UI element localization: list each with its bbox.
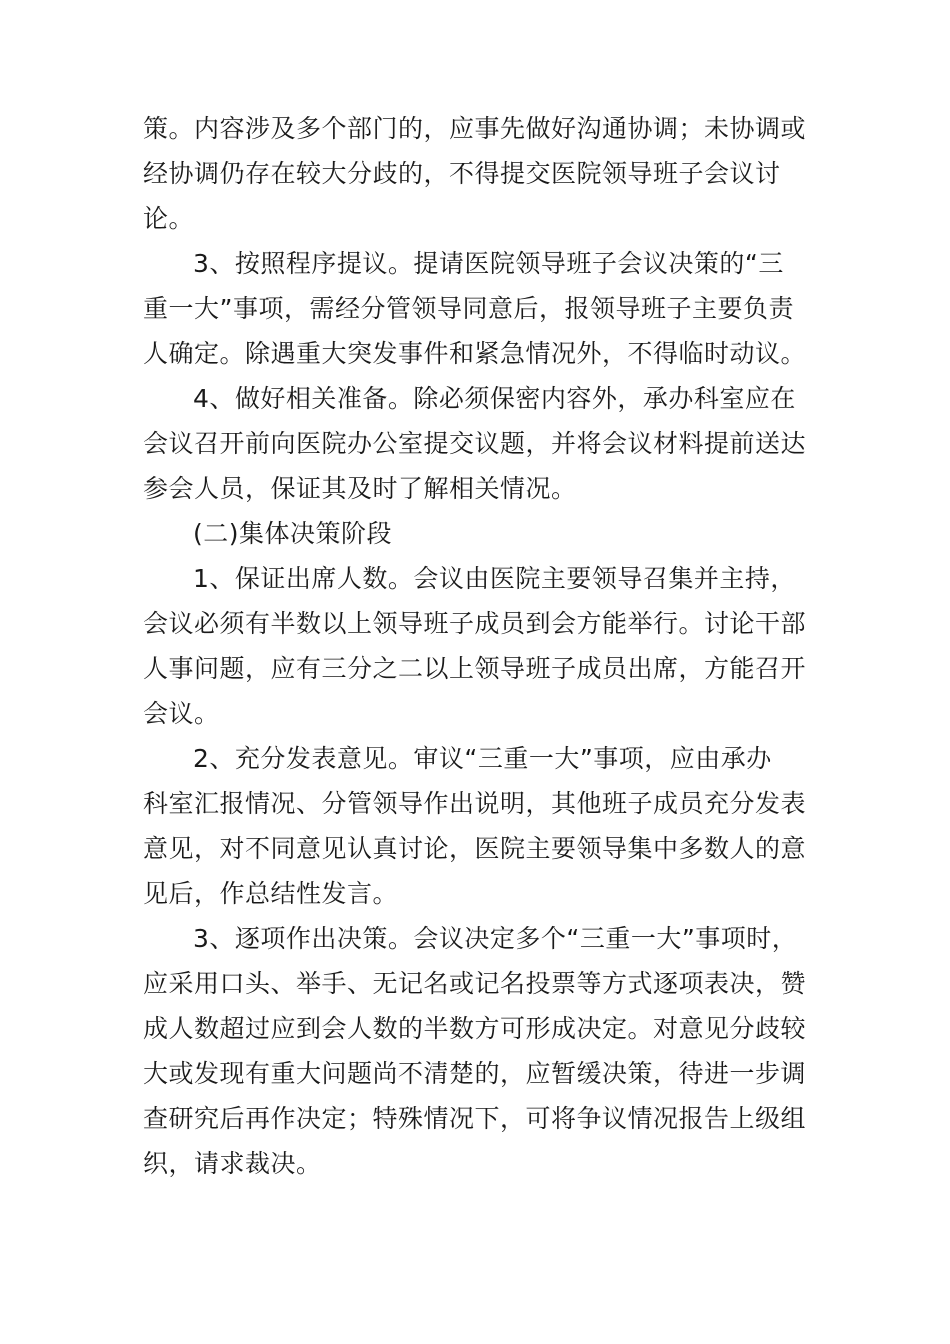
section-heading: (二)集体决策阶段 — [193, 519, 393, 548]
text-line: 参会人员，保证其及时了解相关情况。 — [143, 474, 577, 503]
text-line: 策。内容涉及多个部门的，应事先做好沟通协调；未协调或 — [143, 114, 807, 143]
text-line: 会议必须有半数以上领导班子成员到会方能举行。讨论干部 — [143, 609, 807, 638]
text-line: 重一大”事项，需经分管领导同意后，报领导班子主要负责 — [143, 294, 794, 323]
text-line: 应采用口头、举手、无记名或记名投票等方式逐项表决，赞 — [143, 969, 807, 998]
paragraph-first-line: 3、按照程序提议。提请医院领导班子会议决策的“三 — [193, 249, 784, 278]
text-line: 查研究后再作决定；特殊情况下，可将争议情况报告上级组 — [143, 1104, 807, 1133]
text-line: 大或发现有重大问题尚不清楚的，应暂缓决策，待进一步调 — [143, 1059, 807, 1088]
paragraph-first-line: 1、保证出席人数。会议由医院主要领导召集并主持， — [193, 564, 796, 593]
paragraph-first-line: 2、充分发表意见。审议“三重一大”事项，应由承办 — [193, 744, 772, 773]
text-line: 意见，对不同意见认真讨论，医院主要领导集中多数人的意 — [143, 834, 807, 863]
paragraph-first-line: 4、做好相关准备。除必须保密内容外，承办科室应在 — [193, 384, 796, 413]
text-line: 会议召开前向医院办公室提交议题，并将会议材料提前送达 — [143, 429, 807, 458]
text-line: 人确定。除遇重大突发事件和紧急情况外，不得临时动议。 — [143, 339, 807, 368]
text-line: 成人数超过应到会人数的半数方可形成决定。对意见分歧较 — [143, 1014, 807, 1043]
text-line: 经协调仍存在较大分歧的，不得提交医院领导班子会议讨 — [143, 159, 781, 188]
document-body — [143, 106, 823, 1186]
text-line: 人事问题，应有三分之二以上领导班子成员出席，方能召开 — [143, 654, 807, 683]
text-line: 科室汇报情况、分管领导作出说明，其他班子成员充分发表 — [143, 789, 807, 818]
text-line: 织，请求裁决。 — [143, 1149, 322, 1178]
text-line: 论。 — [143, 204, 195, 233]
paragraph-first-line: 3、逐项作出决策。会议决定多个“三重一大”事项时， — [193, 924, 798, 953]
text-line: 会议。 — [143, 699, 220, 728]
text-line: 见后，作总结性发言。 — [143, 879, 399, 908]
